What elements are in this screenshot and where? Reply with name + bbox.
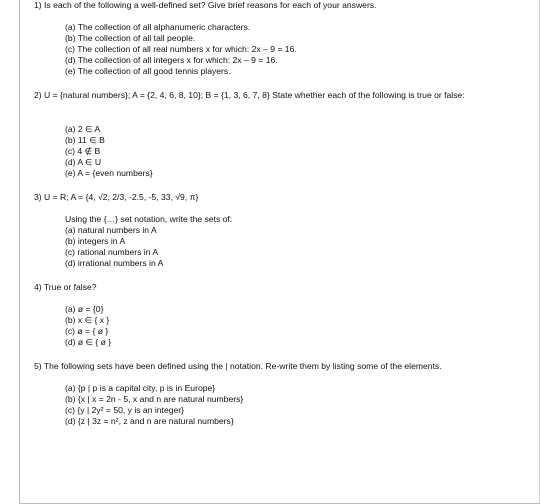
q3-item-c: (c) rational numbers in A	[65, 247, 159, 257]
q3-item-a: (a) natural numbers in A	[65, 225, 157, 235]
q5-item-b: (b) {x | x = 2n - 5, x and n are natural numbers}	[65, 394, 244, 404]
q4-item-a: (a) ø = {0}	[65, 304, 104, 314]
q1-prompt: 1) Is each of the following a well-defined set? Give brief reasons for each of your answers.	[34, 0, 377, 10]
q3-prompt: 3) U = R; A = {4, √2, 2/3, -2.5, -5, 33, √9, π}	[34, 192, 199, 202]
q2-item-e: (e) A = {even numbers}	[65, 168, 153, 178]
q3-item-d: (d) irrational numbers in A	[65, 258, 164, 268]
q1-item-e: (e) The collection of all good tennis players.	[65, 66, 231, 76]
q1-item-d: (d) The collection of all integers x for which: 2x – 9 = 16.	[65, 55, 278, 65]
q2-prompt: 2) U = {natural numbers}; A = {2, 4, 6, 8, 10}; B = {1, 3, 6, 7, 8} State whether each of the following is true or false:	[34, 90, 465, 100]
q1-item-b: (b) The collection of all tall people.	[65, 33, 196, 43]
q4-item-b: (b) x ∈ { x }	[65, 315, 110, 325]
q3-intro: Using the {…} set notation, write the sets of:	[65, 214, 233, 224]
q1-item-c: (c) The collection of all real numbers x for which: 2x – 9 = 16.	[65, 44, 297, 54]
q2-item-c: (c) 4 ∉ B	[65, 146, 101, 156]
q4-item-c: (c) ø = { ø }	[65, 326, 109, 336]
q2-item-b: (b) 11 ∈ B	[65, 135, 105, 145]
q5-prompt: 5) The following sets have been defined using the | notation. Re-write them by listing some of the elements.	[34, 361, 442, 371]
q4-item-d: (d) ø ∈ { ø }	[65, 337, 112, 347]
q1-item-a: (a) The collection of all alphanumeric characters.	[65, 22, 251, 32]
q4-prompt: 4) True or false?	[34, 282, 97, 292]
q5-item-a: (a) {p | p is a capital city, p is in Europe}	[65, 383, 216, 393]
q2-item-a: (a) 2 ∈ A	[65, 124, 101, 134]
q3-item-b: (b) integers in A	[65, 236, 126, 246]
q5-item-d: (d) {z | 3z = n², z and n are natural numbers}	[65, 416, 234, 426]
q2-item-d: (d) A ∈ U	[65, 157, 102, 167]
q5-item-c: (c) {y | 2y² = 50, y is an integer}	[65, 405, 185, 415]
